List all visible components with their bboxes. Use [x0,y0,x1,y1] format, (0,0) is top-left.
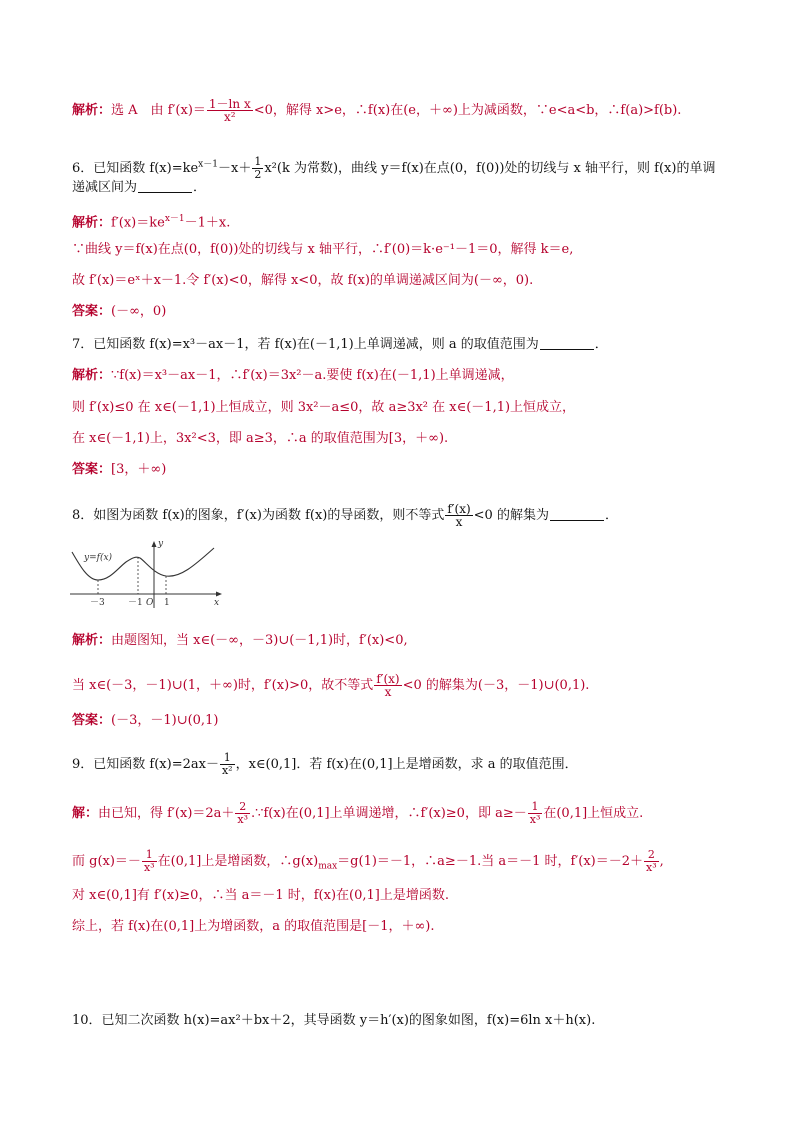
q6-stem: 6．已知函数 $f(x)=ke^{x-1}-x+$ $\frac{1}{2}$ x²(k 为常数)，曲线 y＝f(x)在点(0，f(0))处的切线与 x 轴平行，则 f(x)的单调 [72,155,716,181]
q5-analysis-label: 解析： [72,103,112,118]
q9-fraction: $\frac{1}{\text{x²}}$ [221,751,233,777]
q7-analysis-3: 在 x∈(－1,1)上，3x²<3，即 a≥3，∴a 的取值范围为[3，＋∞). [72,431,449,446]
answer-blank [550,520,604,521]
q9-solution-4: 综上，若 f(x)在(0,1]上为增函数，a 的取值范围是[－1，＋∞). [72,919,435,934]
q9-stem: 9．已知函数 f(x)=2ax－ $\frac{1}{\text{x²}}$ ，x∈(0,1]．若 f(x)在(0,1]上是增函数，求 a 的取值范围． [72,751,578,777]
q9-solution-3: 对 x∈(0,1]有 f′(x)≥0，∴当 a＝－1 时，f(x)在(0,1]上是增函数. [72,888,449,903]
q7-number: 7． [72,337,94,352]
graph-function-label: y=f(x) [84,553,113,563]
answer-blank [540,349,594,350]
q8-stem: 8．如图为函数 f(x)的图象，f′(x)为函数 f(x)的导函数，则不等式 $\frac{f'(x)}{x}$ <0 的解集为 ． [72,502,618,529]
q6-number: 6． [72,161,94,176]
q8-fraction: $\frac{f'(x)}{x}$ [447,502,471,529]
q8-answer: 答案：(－3，－1)∪(0,1) [72,713,219,728]
q8-analysis-2: 当 x∈(－3，－1)∪(1，＋∞)时，f′(x)>0，故不等式 $\frac{f'(x)}{x}$ <0 的解集为(－3，－1)∪(0,1). [72,672,590,699]
q5-analysis-text: 选 A 由 f′(x)＝ [111,103,206,118]
q7-analysis-1: 解析：∵f(x)＝x³－ax－1，∴f′(x)＝3x²－a.要使 f(x)在(－1,1)上单调递减， [72,368,514,383]
q9-solution-2: 而 g(x)＝－ $\frac{1}{\text{x³}}$ 在(0,1]上是增函数，$\therefore g(x)_{max}=g(1)=-1$，∴a≥－1.当 a＝－1 时，f′(x)＝－2＋ $\frac{2}{\text{x³}}$ , [72,848,664,874]
q6-stem-line2: 递减区间为 ． [72,180,207,195]
q5-fraction: $\frac{\text{1－ln x}}{\text{x²}}$ [208,97,251,124]
graph-tick-label: －3 [90,598,105,608]
q6-analysis-2: ∵曲线 y＝f(x)在点(0，f(0))处的切线与 x 轴平行，∴f′(0)＝k·e⁻¹－1＝0，解得 k＝e, [72,242,574,257]
q8-number: 8． [72,508,94,523]
q6-fraction: $\frac{1}{2}$ [254,155,262,181]
q5-analysis [72,98,681,123]
q8-analysis-fraction: $\frac{f'(x)}{x}$ [376,672,400,699]
answer-blank [138,192,192,193]
q6-answer: 答案：(－∞，0) [72,304,167,319]
q6-analysis-1: 解析：$f'(x)=ke^{x-1}-1+x$. [72,214,231,231]
graph-x-label: x [214,598,220,608]
q6-analysis-3: 故 f′(x)＝eˣ＋x－1.令 f′(x)<0，解得 x<0，故 f(x)的单调递减区间为(－∞，0). [72,273,534,288]
q7-answer: 答案：[3，＋∞) [72,462,167,477]
q8-function-graph [66,538,226,610]
graph-tick-label: 1 [164,598,170,608]
graph-origin-label: O [146,598,154,608]
q10-stem: 10．已知二次函数 h(x)=ax²＋bx＋2，其导函数 y＝h′(x)的图象如图，f(x)=6ln x＋h(x). [72,1013,596,1028]
graph-y-label: y [158,539,164,549]
q10-number: 10． [72,1013,102,1028]
q8-analysis-1: 解析：由题图知，当 x∈(－∞，－3)∪(－1,1)时，f′(x)<0, [72,633,408,648]
q7-analysis-2: 则 f′(x)≤0 在 x∈(－1,1)上恒成立，则 3x²－a≤0，故 a≥3x² 在 x∈(－1,1)上恒成立， [72,400,576,415]
q9-solution-1: 解：由已知，得 f′(x)＝2a＋ $\frac{2}{\text{x³}}$ .∵f(x)在(0,1]上单调递增，∴f′(x)≥0，即 a≥－ $\frac{1}{\text{x³}}$ 在(0,1]上恒成立. [72,800,644,826]
q9-number: 9． [72,757,94,772]
graph-tick-label: －1 [128,598,143,608]
q7-stem: 7．已知函数 f(x)=x³－ax－1，若 f(x)在(－1,1)上单调递减，则 a 的取值范围为 ． [72,337,608,352]
q5-analysis-tail: <0，解得 x>e，∴f(x)在(e，＋∞)上为减函数，∵e<a<b，∴f(a)>f(b). [253,103,682,118]
